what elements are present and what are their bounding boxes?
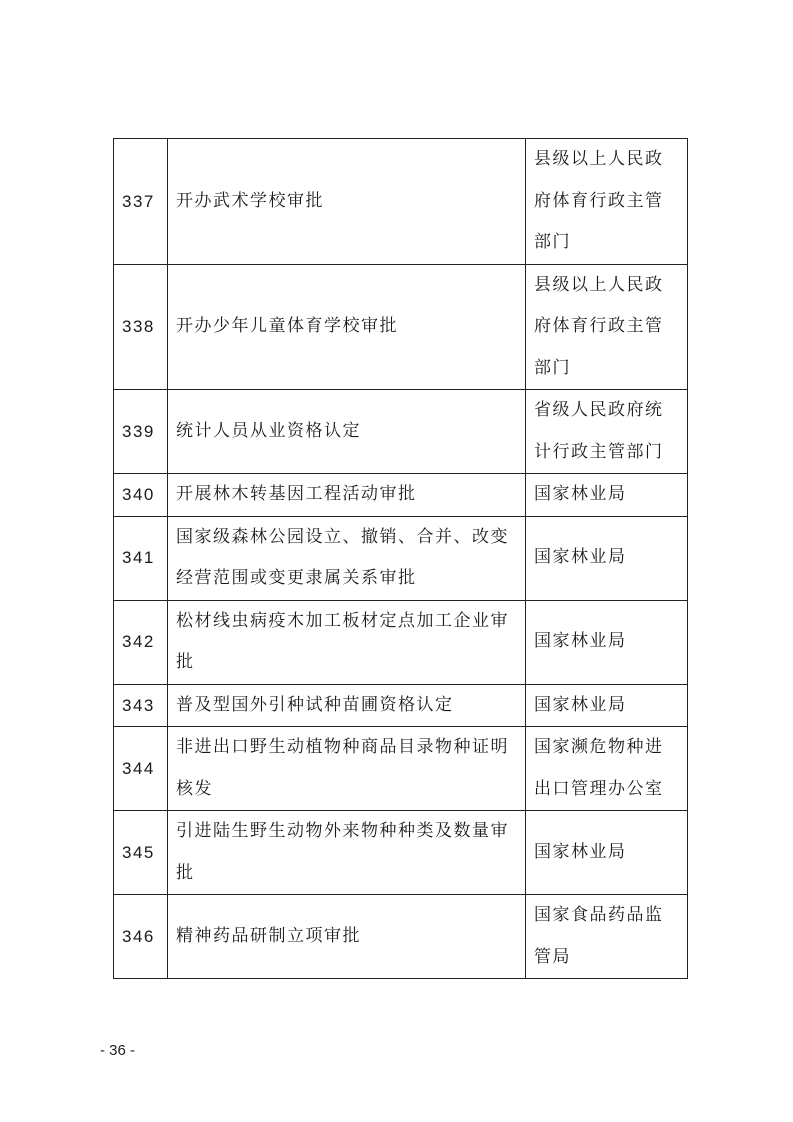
item-department: 国家林业局 (526, 600, 688, 684)
item-name: 国家级森林公园设立、撤销、合并、改变经营范围或变更隶属关系审批 (168, 516, 526, 600)
item-name: 引进陆生野生动物外来物种种类及数量审批 (168, 811, 526, 895)
item-name: 统计人员从业资格认定 (168, 390, 526, 474)
item-name: 松材线虫病疫木加工板材定点加工企业审批 (168, 600, 526, 684)
item-department: 国家林业局 (526, 474, 688, 517)
item-name: 非进出口野生动植物种商品目录物种证明核发 (168, 727, 526, 811)
item-department: 省级人民政府统计行政主管部门 (526, 390, 688, 474)
item-number: 342 (114, 600, 168, 684)
table-row (114, 390, 688, 474)
table-row (114, 139, 688, 265)
item-number: 337 (114, 139, 168, 265)
item-name: 普及型国外引种试种苗圃资格认定 (168, 684, 526, 727)
item-department: 县级以上人民政府体育行政主管部门 (526, 264, 688, 390)
table-row (114, 264, 688, 390)
item-number: 341 (114, 516, 168, 600)
item-department: 国家林业局 (526, 684, 688, 727)
item-number: 346 (114, 895, 168, 979)
item-number: 340 (114, 474, 168, 517)
item-number: 345 (114, 811, 168, 895)
table-row (114, 684, 688, 727)
item-number: 338 (114, 264, 168, 390)
item-department: 县级以上人民政府体育行政主管部门 (526, 139, 688, 265)
table-row (114, 474, 688, 517)
table-row (114, 516, 688, 600)
table-row (114, 811, 688, 895)
item-name: 开办武术学校审批 (168, 139, 526, 265)
approval-items-table (113, 138, 688, 979)
item-department: 国家食品药品监管局 (526, 895, 688, 979)
page-number: - 36 - (100, 1042, 136, 1059)
item-number: 339 (114, 390, 168, 474)
item-number: 344 (114, 727, 168, 811)
item-name: 开展林木转基因工程活动审批 (168, 474, 526, 517)
item-number: 343 (114, 684, 168, 727)
item-name: 精神药品研制立项审批 (168, 895, 526, 979)
item-department: 国家濒危物种进出口管理办公室 (526, 727, 688, 811)
table-row (114, 895, 688, 979)
item-name: 开办少年儿童体育学校审批 (168, 264, 526, 390)
table-row (114, 600, 688, 684)
table-row (114, 727, 688, 811)
item-department: 国家林业局 (526, 811, 688, 895)
item-department: 国家林业局 (526, 516, 688, 600)
